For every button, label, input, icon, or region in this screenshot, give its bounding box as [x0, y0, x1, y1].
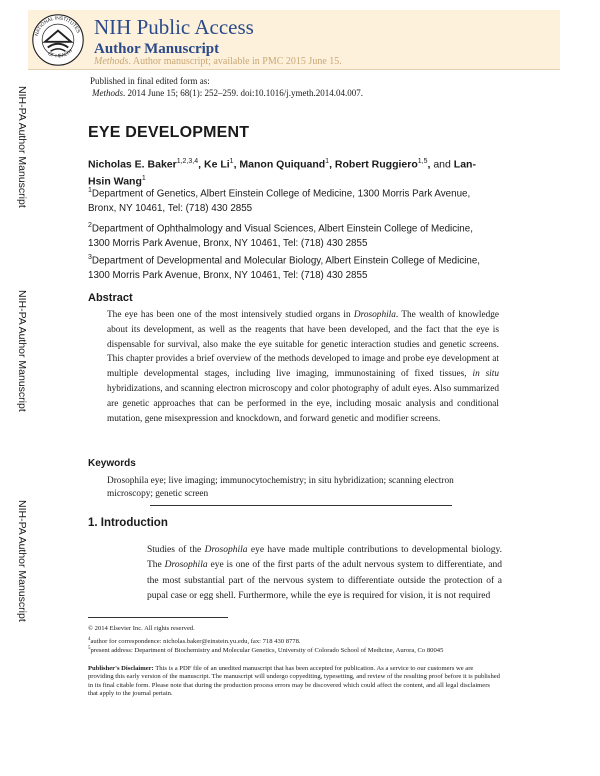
footnote-sup: 5 [88, 646, 91, 651]
availability-note [94, 56, 342, 68]
sidebar-label-bottom: NIH-PA Author Manuscript [16, 500, 28, 622]
affiliation-text: Department of Ophthalmology and Visual Sciences, Albert Einstein College of Medicine, 1300 Morris Park Avenue, Bronx, NY 10461, Tel: (718) 430 2855 [88, 223, 473, 250]
intro-text: eye have made multiple contributions to developmental biology. The [147, 545, 502, 571]
introduction-heading: 1. Introduction [88, 517, 168, 529]
intro-italic: Drosophila [164, 560, 208, 571]
intro-italic: Drosophila [204, 545, 248, 555]
author-sup: 1 [325, 158, 330, 165]
availability-rest: . Author manuscript; available in PMC 2015 June 15. [128, 56, 342, 67]
affiliation-1 [88, 183, 493, 216]
nih-header-banner [28, 10, 560, 70]
author-sup: 1,5 [417, 158, 428, 165]
author-name: Ke Li [203, 158, 230, 171]
footnote-sup: 4 [88, 637, 91, 642]
authors-and: and [433, 158, 451, 171]
author-sup: 1 [229, 158, 234, 165]
logo-text-top: NATIONAL INSTITUTES [34, 16, 81, 37]
affiliation-text: Department of Developmental and Molecular Biology, Albert Einstein College of Medicine, 1300 Morris Park Avenue, Bronx, NY 10461, Tel: (718) 430 2855 [88, 255, 480, 282]
address-note [88, 645, 500, 656]
footnote-divider [88, 617, 228, 618]
sidebar-label-middle: NIH-PA Author Manuscript [16, 290, 28, 412]
footnote-text: author for correspondence: nicholas.baker@einstein.yu.edu, fax: 718 430 8778. [90, 638, 301, 646]
footnote-text: present address: Department of Biochemistry and Molecular Genetics, University of Colorado School of Medicine, Aurora, Co 80045 [90, 647, 444, 655]
availability-journal: Methods [94, 56, 129, 67]
nih-logo-icon [30, 12, 86, 68]
author-manuscript-label: Author Manuscript [94, 41, 220, 57]
author-sup: 1,2,3,4 [176, 158, 199, 165]
published-label: Published in final edited form as: [90, 76, 210, 86]
author-name: Lan-Hsin Wang [88, 158, 476, 187]
author-list: Nicholas E. Baker$^{1,2,3,4}$, Ke Li$^1$, Manon Quiquand$^1$, Robert Ruggiero$^{1,5}$, and Lan-Hsin Wang$^1$ [88, 158, 476, 187]
author-name: Nicholas E. Baker [88, 158, 177, 171]
abstract-italic: Drosophila [353, 310, 396, 320]
nih-public-access-title: NIH Public Access [94, 15, 254, 39]
publisher-disclaimer [88, 665, 500, 699]
citation-details: . 2014 June 15; 68(1): 252–259. doi:10.1016/j.ymeth.2014.04.007. [123, 88, 363, 98]
abstract-text: hybridizations, and scanning electron microscopy and color photography of adult eyes. Also summarized are genetic approaches that can be performed in the eye, including mosaic analysis and conditional mutation, gene misexpression and knockdown, and forward genetic and modifier screens. [107, 383, 499, 424]
abstract-body [107, 308, 499, 426]
intro-text: Studies of the [147, 545, 205, 555]
abstract-text: . The wealth of knowledge about its development, as well as the reagents that have been developed, and the fact that the eye is dispensable for survival, also make the eye suitable for genetic interaction studies and genetic screens. This chapter provides a brief overview of the methods developed to image and probe eye development at multiple developmental stages, including live imaging, immunostaining of fixed tissues, [107, 310, 499, 380]
affiliation-text: Department of Genetics, Albert Einstein College of Medicine, 1300 Morris Park Avenue, Bronx, NY 10461, Tel: (718) 430 2855 [88, 188, 471, 215]
logo-text-bottom: OF HEALTH [46, 48, 74, 60]
citation-journal: Methods [92, 88, 123, 98]
affiliation-sup: 1 [88, 187, 92, 194]
keywords-divider [150, 505, 452, 506]
affiliation-2 [88, 218, 493, 251]
copyright-note: © 2014 Elsevier Inc. All rights reserved. [88, 625, 195, 632]
abstract-text: The eye has been one of the most intensively studied organs in [107, 310, 354, 320]
affiliation-sup: 3 [88, 254, 92, 261]
affiliation-3 [88, 250, 493, 283]
abstract-italic: in situ [472, 369, 499, 380]
affiliation-sup: 2 [88, 222, 92, 229]
author-name: Robert Ruggiero [334, 158, 418, 171]
sidebar-label-top: NIH-PA Author Manuscript [16, 86, 28, 208]
author-name: Manon Quiquand [239, 158, 326, 171]
disclaimer-label: Publisher's Disclaimer: [88, 665, 154, 672]
author-sup: 1 [141, 174, 146, 182]
published-citation [90, 75, 363, 99]
keywords-text: Drosophila eye; live imaging; immunocytochemistry; in situ hybridization; scanning electron microscopy; genetic screen [107, 476, 454, 499]
article-title: EYE DEVELOPMENT [88, 124, 250, 141]
disclaimer-text: This is a PDF file of an unedited manuscript that has been accepted for publication. As a service to our customers we are providing this early version of the manuscript. The manuscript will undergo copyediting, typesetting, and review of the resulting proof before it is published in its final citable form. Please note that during the production process errors may be discovered which could affect the content, and all legal disclaimers that apply to the journal pertain. [88, 665, 500, 698]
keywords-heading: Keywords [88, 458, 136, 469]
introduction-body [147, 543, 502, 605]
intro-text: eye is one of the first parts of the adult nervous system to differentiate, and the most substantial part of the nervous system to differentiate outside the protection of a pupal case or egg shell. Furthermore, while the eye is required for vision, it is not required [147, 560, 502, 602]
citation-line [90, 87, 363, 99]
abstract-heading: Abstract [88, 292, 133, 304]
